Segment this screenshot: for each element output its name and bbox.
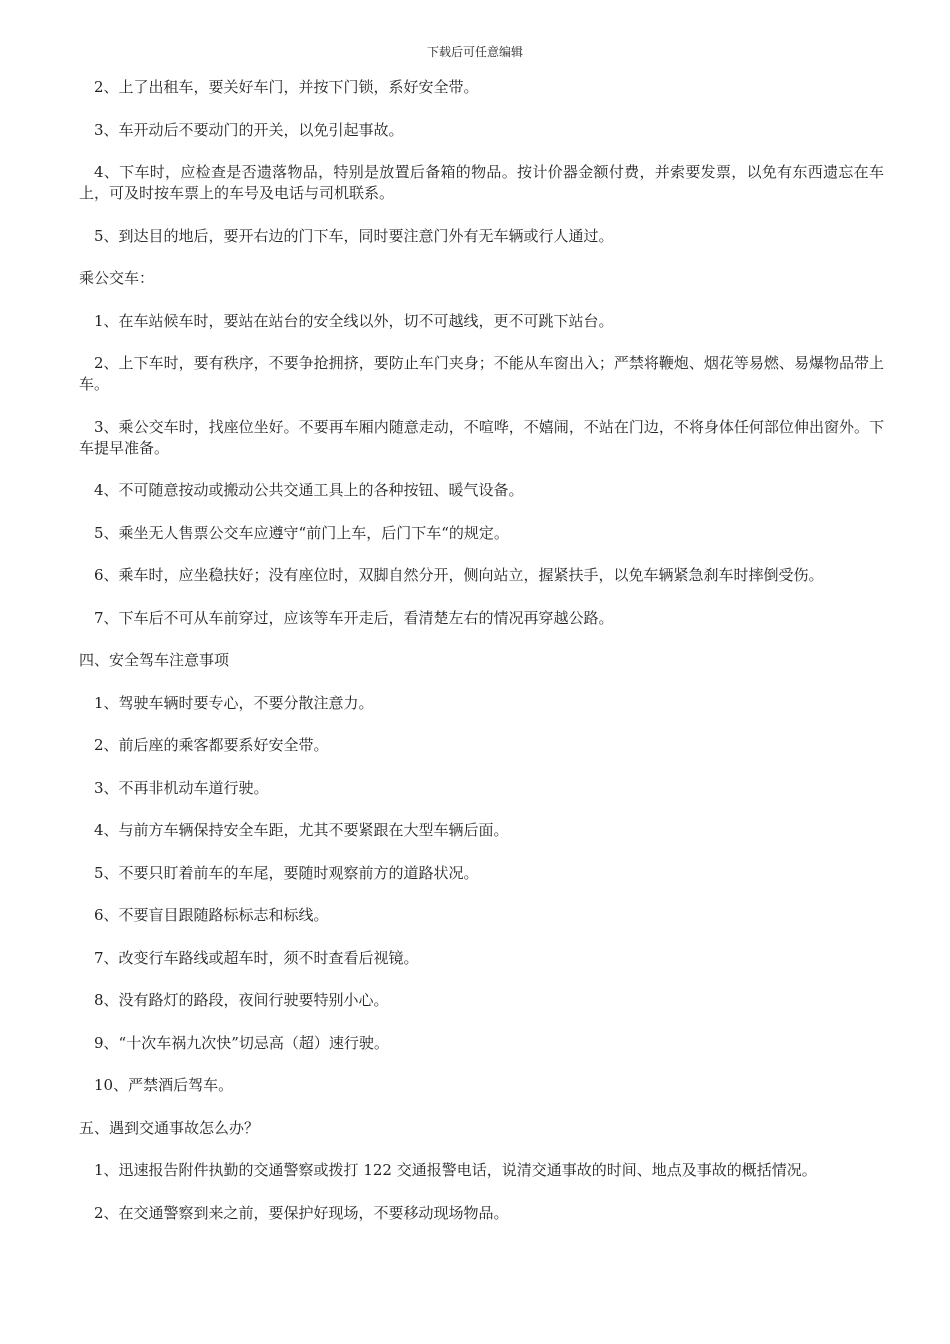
paragraph-bus-3: 3、乘公交车时，找座位坐好。不要再车厢内随意走动，不喧哗，不嬉闹，不站在门边，不将身体任何部位伸出窗外。下车提早准备。 [79, 417, 884, 457]
paragraph-taxi-2: 2、上了出租车，要关好车门，并按下门锁，系好安全带。 [94, 78, 479, 96]
paragraph-driving-3: 3、不再非机动车道行驶。 [94, 778, 269, 797]
section-heading-bus: 乘公交车： [79, 269, 155, 287]
page-header: 下载后可任意编辑 [426, 45, 523, 59]
paragraph-taxi-3: 3、车开动后不要动门的开关，以免引起事故。 [94, 120, 404, 139]
paragraph-driving-6: 6、不要盲目跟随路标标志和标线。 [94, 906, 329, 924]
paragraph-driving-1: 1、驾驶车辆时要专心，不要分散注意力。 [94, 693, 374, 712]
paragraph-driving-2: 2、前后座的乘客都要系好安全带。 [94, 736, 329, 754]
paragraph-bus-7: 7、下车后不可从车前穿过，应该等车开走后，看清楚左右的情况再穿越公路。 [94, 608, 614, 627]
paragraph-driving-8: 8、没有路灯的路段，夜间行驶要特别小心。 [94, 991, 389, 1009]
paragraph-driving-10: 10、严禁酒后驾车。 [94, 1076, 234, 1094]
paragraph-taxi-5: 5、到达目的地后，要开右边的门下车，同时要注意门外有无车辆或行人通过。 [94, 226, 614, 245]
paragraph-driving-7: 7、改变行车路线或超车时，须不时查看后视镜。 [94, 948, 419, 967]
paragraph-driving-5: 5、不要只盯着前车的车尾，要随时观察前方的道路状况。 [94, 863, 479, 882]
paragraph-bus-2: 2、上下车时，要有秩序，不要争抢拥挤，要防止车门夹身；不能从车窗出入；严禁将鞭炮、烟花等易燃、易爆物品带上车。 [79, 354, 884, 393]
document-body [79, 77, 884, 1245]
paragraph-driving-9: 9、“十次车祸九次快”切忌高（超）速行驶。 [94, 1033, 389, 1052]
paragraph-bus-5: 5、乘坐无人售票公交车应遵守“前门上车，后门下车“的规定。 [94, 523, 509, 542]
paragraph-bus-6: 6、乘车时，应坐稳扶好；没有座位时，双脚自然分开，侧向站立，握紧扶手，以免车辆紧急刹车时摔倒受伤。 [94, 566, 824, 584]
paragraph-driving-4: 4、与前方车辆保持安全车距，尤其不要紧跟在大型车辆后面。 [94, 821, 509, 839]
section-heading-driving: 四、安全驾车注意事项 [79, 651, 230, 669]
paragraph-accident-2: 2、在交通警察到来之前，要保护好现场，不要移动现场物品。 [94, 1203, 509, 1222]
paragraph-taxi-4: 4、下车时，应检查是否遗落物品，特别是放置后备箱的物品。按计价器金额付费，并索要发票，以免有东西遗忘在车上，可及时按车票上的车号及电话与司机联系。 [79, 163, 884, 202]
paragraph-accident-1: 1、迅速报告附件执勤的交通警察或拨打 122 交通报警电话，说清交通事故的时间、地点及事故的概括情况。 [94, 1161, 817, 1179]
section-heading-accident: 五、遇到交通事故怎么办？ [79, 1118, 260, 1137]
paragraph-bus-4: 4、不可随意按动或搬动公共交通工具上的各种按钮、暖气设备。 [94, 481, 524, 499]
paragraph-bus-1: 1、在车站候车时，要站在站台的安全线以外，切不可越线，更不可跳下站台。 [94, 311, 614, 330]
